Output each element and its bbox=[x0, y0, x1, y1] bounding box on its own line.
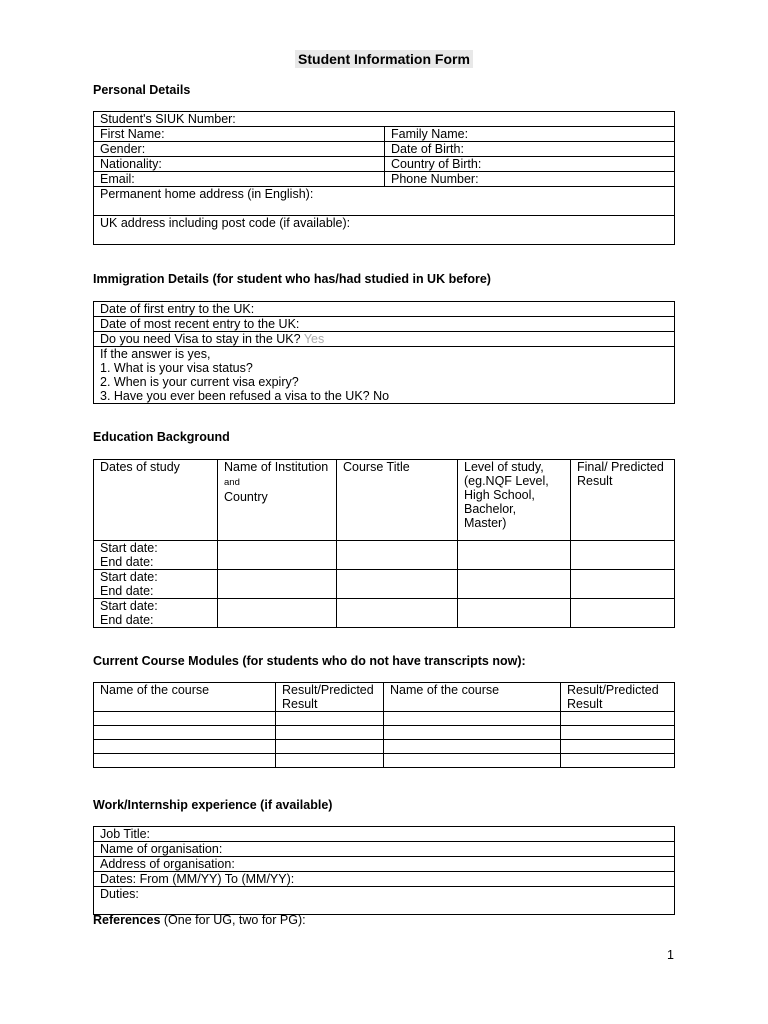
module-cell[interactable] bbox=[384, 712, 561, 726]
col-course-result-header bbox=[276, 683, 384, 712]
col-dates-header: Dates of study bbox=[94, 460, 218, 541]
module-cell[interactable] bbox=[276, 740, 384, 754]
course-cell[interactable] bbox=[337, 541, 458, 570]
email-field[interactable]: Email: bbox=[94, 172, 385, 187]
start-date-label: Start date: bbox=[100, 570, 158, 584]
module-cell[interactable] bbox=[94, 726, 276, 740]
siuk-number-field[interactable]: Student's SIUK Number: bbox=[94, 112, 675, 127]
col-course-result-header-2 bbox=[561, 683, 675, 712]
visa-refused-question: 3. Have you ever been refused a visa to the UK? No bbox=[100, 389, 390, 403]
visa-need-answer: Yes bbox=[303, 332, 325, 346]
result-cell[interactable] bbox=[571, 541, 675, 570]
col-level-line: (eg.NQF Level, bbox=[464, 474, 549, 488]
level-cell[interactable] bbox=[458, 541, 571, 570]
col-level-line: Master) bbox=[464, 516, 507, 530]
col-course-name-header-2: Name of the course bbox=[384, 683, 561, 712]
result-cell[interactable] bbox=[571, 570, 675, 599]
end-date-label: End date: bbox=[100, 613, 154, 627]
duties-field[interactable]: Duties: bbox=[94, 887, 675, 915]
institution-cell[interactable] bbox=[218, 570, 337, 599]
visa-need-question: Do you need Visa to stay in the UK? bbox=[100, 332, 301, 346]
module-cell[interactable] bbox=[561, 726, 675, 740]
org-address-field[interactable]: Address of organisation: bbox=[94, 857, 675, 872]
module-row bbox=[94, 726, 675, 740]
if-yes-text: If the answer is yes, bbox=[100, 347, 211, 361]
personal-details-table bbox=[93, 111, 675, 245]
first-name-field[interactable]: First Name: bbox=[94, 127, 385, 142]
module-row bbox=[94, 740, 675, 754]
module-cell[interactable] bbox=[94, 740, 276, 754]
country-of-birth-field[interactable]: Country of Birth: bbox=[385, 157, 675, 172]
study-dates-cell[interactable] bbox=[94, 599, 218, 628]
col-country-label: Country bbox=[224, 490, 268, 504]
col-result-header bbox=[571, 460, 675, 541]
org-name-field[interactable]: Name of organisation: bbox=[94, 842, 675, 857]
module-cell[interactable] bbox=[561, 754, 675, 768]
col-result-line: Result bbox=[282, 697, 318, 711]
references-note: (One for UG, two for PG): bbox=[163, 913, 306, 927]
col-course-name-header: Name of the course bbox=[94, 683, 276, 712]
work-table bbox=[93, 826, 675, 915]
col-institution-and: and bbox=[224, 477, 240, 488]
visa-expiry-question: 2. When is your current visa expiry? bbox=[100, 375, 299, 389]
course-cell[interactable] bbox=[337, 599, 458, 628]
col-result-line: Result/Predicted bbox=[567, 683, 659, 697]
immigration-heading: Immigration Details (for student who has/had studied in UK before) bbox=[93, 272, 491, 286]
institution-cell[interactable] bbox=[218, 599, 337, 628]
module-cell[interactable] bbox=[276, 754, 384, 768]
col-institution-header bbox=[218, 460, 337, 541]
col-level-line: Bachelor, bbox=[464, 502, 517, 516]
modules-table bbox=[93, 682, 675, 768]
recent-entry-field[interactable]: Date of most recent entry to the UK: bbox=[94, 317, 675, 332]
references-label: References bbox=[93, 913, 161, 927]
col-course-header: Course Title bbox=[337, 460, 458, 541]
col-level-line: High School, bbox=[464, 488, 535, 502]
col-result-line: Final/ Predicted bbox=[577, 460, 664, 474]
institution-cell[interactable] bbox=[218, 541, 337, 570]
study-dates-cell[interactable] bbox=[94, 570, 218, 599]
nationality-field[interactable]: Nationality: bbox=[94, 157, 385, 172]
module-cell[interactable] bbox=[276, 726, 384, 740]
work-heading: Work/Internship experience (if available) bbox=[93, 798, 333, 812]
page-number: 1 bbox=[667, 948, 674, 962]
uk-address-field[interactable]: UK address including post code (if available): bbox=[94, 216, 675, 245]
end-date-label: End date: bbox=[100, 555, 154, 569]
result-cell[interactable] bbox=[571, 599, 675, 628]
form-title: Student Information Form bbox=[295, 50, 473, 68]
col-result-line: Result/Predicted bbox=[282, 683, 374, 697]
module-cell[interactable] bbox=[384, 754, 561, 768]
module-cell[interactable] bbox=[384, 726, 561, 740]
education-row bbox=[94, 570, 675, 599]
education-row bbox=[94, 599, 675, 628]
level-cell[interactable] bbox=[458, 599, 571, 628]
first-entry-field[interactable]: Date of first entry to the UK: bbox=[94, 302, 675, 317]
level-cell[interactable] bbox=[458, 570, 571, 599]
col-level-header bbox=[458, 460, 571, 541]
gender-field[interactable]: Gender: bbox=[94, 142, 385, 157]
work-dates-field[interactable]: Dates: From (MM/YY) To (MM/YY): bbox=[94, 872, 675, 887]
education-heading: Education Background bbox=[93, 430, 230, 444]
visa-status-question: 1. What is your visa status? bbox=[100, 361, 253, 375]
module-cell[interactable] bbox=[561, 712, 675, 726]
references-line bbox=[93, 913, 306, 927]
module-row bbox=[94, 754, 675, 768]
col-result-line: Result bbox=[567, 697, 603, 711]
module-cell[interactable] bbox=[94, 754, 276, 768]
module-cell[interactable] bbox=[561, 740, 675, 754]
form-title-wrap bbox=[0, 50, 768, 69]
col-level-line: Level of study, bbox=[464, 460, 544, 474]
home-address-field[interactable]: Permanent home address (in English): bbox=[94, 187, 675, 216]
modules-heading: Current Course Modules (for students who do not have transcripts now): bbox=[93, 654, 526, 668]
personal-details-heading: Personal Details bbox=[93, 83, 191, 97]
job-title-field[interactable]: Job Title: bbox=[94, 827, 675, 842]
phone-field[interactable]: Phone Number: bbox=[385, 172, 675, 187]
dob-field[interactable]: Date of Birth: bbox=[385, 142, 675, 157]
visa-need-field[interactable] bbox=[94, 332, 675, 347]
module-cell[interactable] bbox=[384, 740, 561, 754]
col-result-line: Result bbox=[577, 474, 613, 488]
end-date-label: End date: bbox=[100, 584, 154, 598]
immigration-table bbox=[93, 301, 675, 404]
module-cell[interactable] bbox=[94, 712, 276, 726]
start-date-label: Start date: bbox=[100, 541, 158, 555]
module-cell[interactable] bbox=[276, 712, 384, 726]
education-row bbox=[94, 541, 675, 570]
education-table bbox=[93, 459, 675, 628]
visa-details-field[interactable] bbox=[94, 347, 675, 404]
family-name-field[interactable]: Family Name: bbox=[385, 127, 675, 142]
study-dates-cell[interactable] bbox=[94, 541, 218, 570]
module-row bbox=[94, 712, 675, 726]
start-date-label: Start date: bbox=[100, 599, 158, 613]
course-cell[interactable] bbox=[337, 570, 458, 599]
col-institution-label: Name of Institution bbox=[224, 460, 329, 474]
